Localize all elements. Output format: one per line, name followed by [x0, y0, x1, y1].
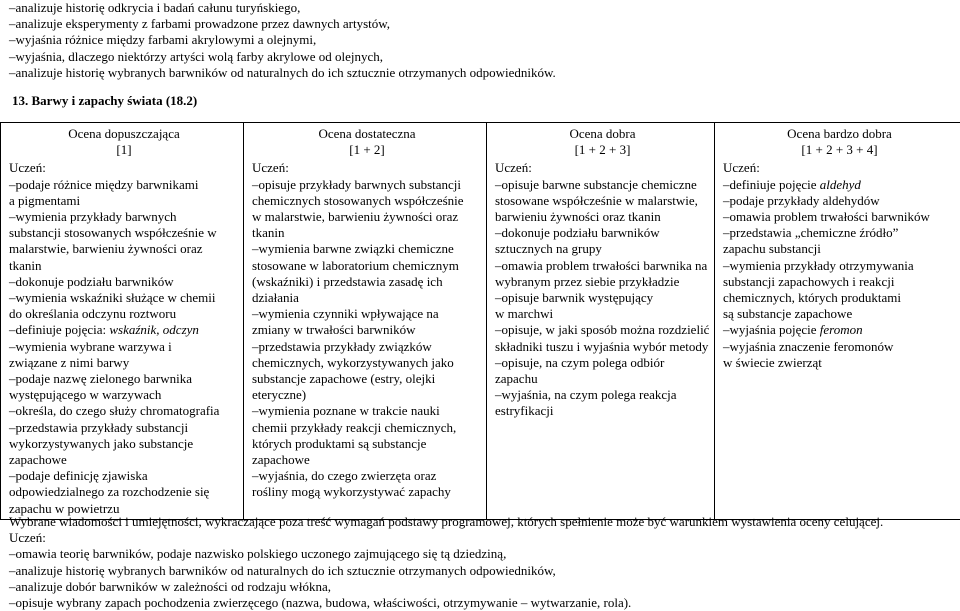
list-item: –wyjaśnia znaczenie feromonów — [723, 339, 956, 355]
section-heading: 13. Barwy i zapachy świata (18.2) — [12, 93, 197, 109]
list-item: –wymienia wybrane warzywa i — [9, 339, 239, 355]
list-item: zmiany w trwałości barwników — [252, 322, 482, 338]
list-item: zapachowe — [252, 452, 482, 468]
list-item: –opisuje, na czym polega odbiór zapachu — [495, 355, 710, 387]
list-item: –określa, do czego służy chromatografia — [9, 403, 239, 419]
list-item: malarstwie, barwieniu żywności oraz — [9, 241, 239, 257]
list-item: –wyjaśnia, dlaczego niektórzy artyści wolą farby akrylowe od olejnych, — [9, 49, 954, 65]
list-item: (wskaźniki) i przedstawia zasadę ich — [252, 274, 482, 290]
table-header-row — [1, 123, 960, 161]
list-item: składniki tuszu i wyjaśnia wybór metody — [495, 339, 710, 355]
student-label: Uczeń: — [252, 160, 482, 176]
list-item: substancji zapachowych i reakcji — [723, 274, 956, 290]
list-item: –analizuje dobór barwników w zależności od rodzaju włókna, — [9, 579, 957, 595]
grade-header-2 — [244, 123, 487, 161]
list-item-text: –definiuje pojęcia: — [9, 322, 109, 337]
grade-scale: [1] — [9, 142, 239, 158]
list-item — [723, 322, 956, 338]
grade-scale: [1 + 2 + 3 + 4] — [723, 142, 956, 158]
list-item: w marchwi — [495, 306, 710, 322]
list-item: –wymienia czynniki wpływające na — [252, 306, 482, 322]
list-item: barwieniu żywności oraz tkanin — [495, 209, 710, 225]
student-label: Uczeń: — [495, 160, 710, 176]
list-item — [9, 322, 239, 338]
list-item: tkanin — [9, 258, 239, 274]
list-item: są substancje zapachowe — [723, 306, 956, 322]
list-item: –wymienia przykłady barwnych — [9, 209, 239, 225]
list-item — [723, 177, 956, 193]
list-item: –wymienia barwne związki chemiczne — [252, 241, 482, 257]
grade-cell-4 — [715, 160, 960, 519]
list-item: sztucznych na grupy — [495, 241, 710, 257]
list-item: –analizuje historię wybranych barwników od naturalnych do ich sztucznie otrzymanych odpowiedników. — [9, 65, 954, 81]
list-item-text: –definiuje pojęcie — [723, 177, 820, 192]
list-item: –omawia problem trwałości barwników — [723, 209, 956, 225]
paragraph: Wybrane wiadomości i umiejętności, wykraczające poza treść wymagań podstawy programowej, których spełnienie może być warunkiem wystawienia oceny celującej. — [9, 514, 957, 530]
list-item: estryfikacji — [495, 403, 710, 419]
student-label: Uczeń: — [9, 530, 957, 546]
list-item: –analizuje historię wybranych barwników od naturalnych do ich sztucznie otrzymanych odpowiedników, — [9, 563, 957, 579]
list-item: –podaje nazwę zielonego barwnika — [9, 371, 239, 387]
list-item: –przedstawia „chemiczne źródło” — [723, 225, 956, 241]
intro-list — [9, 0, 954, 81]
table-row — [1, 160, 960, 519]
grade-name: Ocena dostateczna — [252, 126, 482, 142]
grades-table — [0, 122, 960, 520]
italic-term: aldehyd — [820, 177, 861, 192]
list-item: –podaje definicję zjawiska — [9, 468, 239, 484]
list-item: –podaje różnice między barwnikami — [9, 177, 239, 193]
list-item: w świecie zwierząt — [723, 355, 956, 371]
list-item: do określania odczynu roztworu — [9, 306, 239, 322]
list-item: –przedstawia przykłady substancji — [9, 420, 239, 436]
list-item: –wymienia wskaźniki służące w chemii — [9, 290, 239, 306]
list-item: tkanin — [252, 225, 482, 241]
list-item: działania — [252, 290, 482, 306]
list-item: związane z nimi barwy — [9, 355, 239, 371]
list-item: w malarstwie, barwieniu żywności oraz — [252, 209, 482, 225]
list-item: –analizuje eksperymenty z farbami prowadzone przez dawnych artystów, — [9, 16, 954, 32]
list-item: –przedstawia przykłady związków — [252, 339, 482, 355]
list-item: –wyjaśnia różnice między farbami akrylowymi a olejnymi, — [9, 32, 954, 48]
list-item: –dokonuje podziału barwników — [9, 274, 239, 290]
list-item: a pigmentami — [9, 193, 239, 209]
list-item: –opisuje przykłady barwnych substancji — [252, 177, 482, 193]
list-item: wybranym przez siebie przykładzie — [495, 274, 710, 290]
grade-header-4 — [715, 123, 960, 161]
list-item: których produktami są substancje — [252, 436, 482, 452]
list-item: zapachu w powietrzu — [9, 501, 239, 517]
list-item: stosowane w laboratorium chemicznym — [252, 258, 482, 274]
list-item-text: –wyjaśnia pojęcie — [723, 322, 820, 337]
grade-scale: [1 + 2 + 3] — [495, 142, 710, 158]
list-item: chemicznych, których produktami — [723, 290, 956, 306]
extra-requirements — [9, 514, 957, 611]
grade-cell-2 — [244, 160, 487, 519]
list-item: –analizuje historię odkrycia i badań całunu turyńskiego, — [9, 0, 954, 16]
grade-scale: [1 + 2] — [252, 142, 482, 158]
list-item: –dokonuje podziału barwników — [495, 225, 710, 241]
list-item: stosowane współcześnie w malarstwie, — [495, 193, 710, 209]
list-item: –wymienia przykłady otrzymywania — [723, 258, 956, 274]
grade-cell-1 — [1, 160, 244, 519]
list-item: eteryczne) — [252, 387, 482, 403]
grade-name: Ocena bardzo dobra — [723, 126, 956, 142]
list-item: wykorzystywanych jako substancje — [9, 436, 239, 452]
grade-name: Ocena dopuszczająca — [9, 126, 239, 142]
grade-header-3 — [487, 123, 715, 161]
student-label: Uczeń: — [723, 160, 956, 176]
list-item: –opisuje barwne substancje chemiczne — [495, 177, 710, 193]
list-item: –opisuje, w jaki sposób można rozdzielić — [495, 322, 710, 338]
list-item: substancje zapachowe (estry, olejki — [252, 371, 482, 387]
list-item: chemicznych stosowanych współcześnie — [252, 193, 482, 209]
student-label: Uczeń: — [9, 160, 239, 176]
list-item: zapachowe — [9, 452, 239, 468]
italic-terms: wskaźnik, odczyn — [109, 322, 199, 337]
list-item: występującego w warzywach — [9, 387, 239, 403]
list-item: –wymienia poznane w trakcie nauki — [252, 403, 482, 419]
list-item: –opisuje barwnik występujący — [495, 290, 710, 306]
list-item: zapachu substancji — [723, 241, 956, 257]
grade-name: Ocena dobra — [495, 126, 710, 142]
list-item: –wyjaśnia, do czego zwierzęta oraz — [252, 468, 482, 484]
grade-header-1 — [1, 123, 244, 161]
list-item: chemii przykłady reakcji chemicznych, — [252, 420, 482, 436]
italic-term: feromon — [820, 322, 863, 337]
list-item: chemicznych, wykorzystywanych jako — [252, 355, 482, 371]
list-item: –podaje przykłady aldehydów — [723, 193, 956, 209]
list-item: –omawia teorię barwników, podaje nazwisko polskiego uczonego zajmującego się tą dziedziną, — [9, 546, 957, 562]
list-item: odpowiedzialnego za rozchodzenie się — [9, 484, 239, 500]
list-item: rośliny mogą wykorzystywać zapachy — [252, 484, 482, 500]
list-item: –wyjaśnia, na czym polega reakcja — [495, 387, 710, 403]
list-item: substancji stosowanych współcześnie w — [9, 225, 239, 241]
grade-cell-3 — [487, 160, 715, 519]
list-item: –omawia problem trwałości barwnika na — [495, 258, 710, 274]
list-item: –opisuje wybrany zapach pochodzenia zwierzęcego (nazwa, budowa, właściwości, otrzymywanie – wytwarzanie, rola). — [9, 595, 957, 611]
